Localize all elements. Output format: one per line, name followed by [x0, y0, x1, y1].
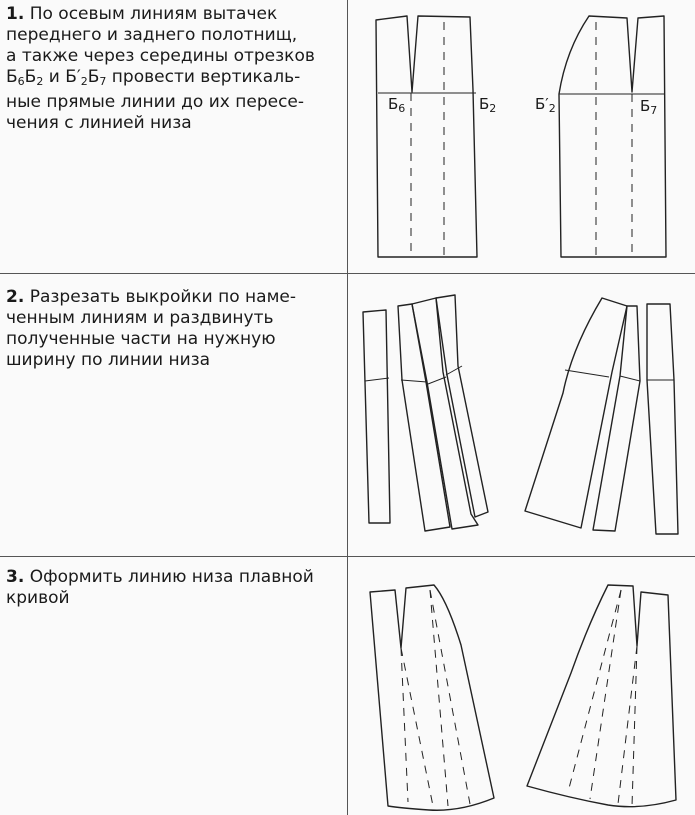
step-1-line-5: ные прямые линии до их пересе-	[6, 92, 305, 112]
skirt-pattern-figures	[348, 0, 695, 815]
label-b7: $Б_7$	[640, 97, 658, 117]
step-1-text	[6, 4, 336, 134]
step-2-line-1: Разрезать выкройки по наме-	[24, 287, 296, 307]
step-2-text	[6, 287, 336, 371]
back-panel-step3	[527, 585, 676, 807]
step-3-text	[6, 567, 336, 609]
label-b2: $Б_2$	[479, 95, 497, 115]
step-2-line-4: ширину по линии низа	[6, 350, 211, 370]
step-2-line-3: полученные части на нужную	[6, 329, 276, 349]
step-1-line-2: переднего и заднего полотнищ,	[6, 25, 298, 45]
step-2-number: 2.	[6, 287, 25, 307]
front-panel-step2	[363, 295, 488, 531]
step-1-line-3: а также через середины отрезков	[6, 46, 315, 66]
step-1-line-6: чения с линией низа	[6, 113, 192, 133]
back-panel-step1	[559, 16, 666, 257]
front-panel-step3	[370, 585, 494, 810]
step-3-line-2: кривой	[6, 588, 70, 608]
back-panel-step2	[525, 298, 678, 534]
step-1-line-4: $Б_6Б_2$ и $Б'_2Б_7$ провести вертикаль-	[6, 67, 301, 88]
step-3-line-1: Оформить линию низа плавной	[24, 567, 314, 587]
label-b6: $Б_6$	[388, 95, 406, 115]
step-2-line-2: ченным линиям и раздвинуть	[6, 308, 274, 328]
step-1-number: 1.	[6, 4, 25, 24]
front-panel-step1	[376, 16, 477, 257]
label-b2-prime: $Б'_2$	[535, 95, 556, 115]
step-1-line-1: По осевым линиям вытачек	[29, 4, 278, 24]
step-3-number: 3.	[6, 567, 25, 587]
